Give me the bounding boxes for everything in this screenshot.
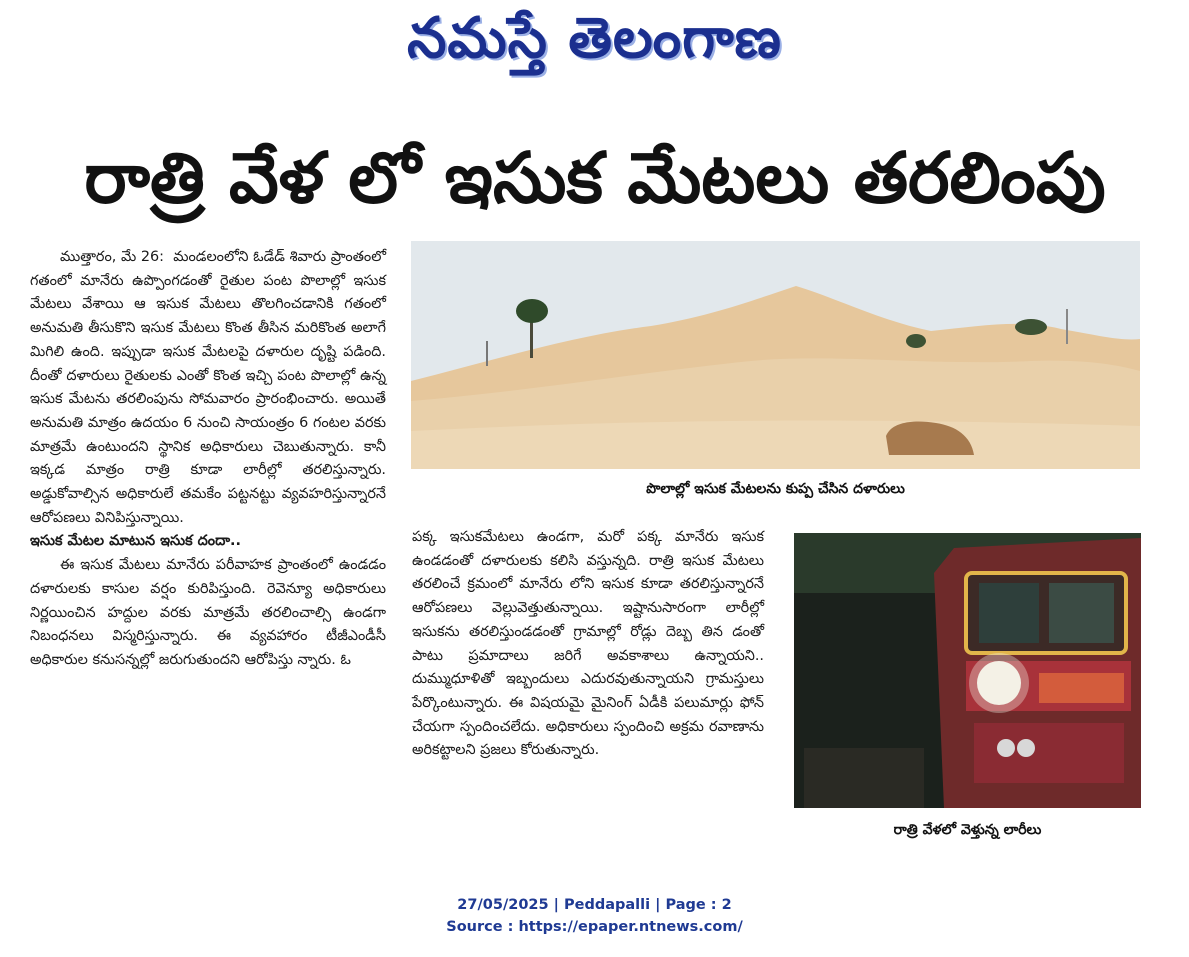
article-column-middle [412,526,764,861]
night-lorry-photo [794,533,1141,808]
lorry-photo-caption: రాత్రి వేళలో వెళ్తున్న లారీలు [893,822,1042,838]
masthead-logo: నమస్తే తెలంగాణ [407,6,782,71]
article-paragraph-2: ఈ ఇసుక మేటలు మానేరు పరీవాహక ప్రాంతంలో ఉండడం దళారులకు కాసుల వర్షం కురిపిస్తుంది. రెవెన్యూ అధికారులు నిర్ణయించిన హద్దుల వరకు మాత్రమే తరలించాల్సి ఉండగా నిబంధనలు విస్మరిస్తున్నారు. ఈ వ్యవహారం టీజీఎండీసీ అధికారుల కనుసన్నల్లో జరుగుతుందని ఆరోపిస్తు న్నారు. ఓ [30,557,386,668]
edition-info: 27/05/2025 | Peddapalli | Page : 2 [457,897,732,913]
paragraph-1-text: మండలంలోని ఓడేడ్ శివారు ప్రాంతంలో గతంలో మానేరు ఉప్పొంగడంతో రైతుల పంట పొలాల్లో ఇసుక మేటలు వేశాయి ఆ ఇసుక మేటలు తొలగించడానికి గతంలో అనుమతి తీసుకొని ఇసుక మేటలు కొంత తీసిన మరికొంత అలాగే మిగిలి ఉంది. ఇప్పుడా ఇసుక మేటలపై దళారుల దృష్టి పడింది. దీంతో దళారులు రైతులకు ఎంతో కొంత ఇచ్చి పంట పొలాల్లో ఉన్న ఇసుక మేటను తరలింపును సోమవారం ప్రారంభించారు. అయితే అనుమతి మాత్రం ఉదయం 6 నుంచి సాయంత్రం 6 గంటల వరకు మాత్రమే ఉంటుందని స్థానిక అధికారులు చెబుతున్నారు. కానీ ఇక్కడ మాత్రం రాత్రి కూడా లారీల్లో తరలిస్తున్నారు. అడ్డుకోవాల్సిన అధికారులే తమకేం పట్టనట్టు వ్యవహరిస్తున్నారనే ఆరోపణలు వినిపిస్తున్నాయి. [30,249,387,526]
sand-photo-caption: పొలాల్లో ఇసుక మేటలను కుప్ప చేసిన దళారులు [646,481,905,497]
article-paragraph-3: పక్క ఇసుకమేటలు ఉండగా, మరో పక్క మానేరు ఇసుక ఉండడంతో దళారులకు కలిసి వస్తున్నది. రాత్రి ఇసుక మేటలు తరలించే క్రమంలో మానేరు లోని ఇసుక కూడా తరలిస్తున్నారనే ఆరోపణలు వెల్లువెత్తుతున్నాయి. ఇష్టానుసారంగా లారీల్లో ఇసుకను తరలిస్తుండడంతో గ్రామాల్లో రోడ్లు దెబ్బ తిన డంతో పాటు ప్రమాదాలు జరిగే అవకాశాలు ఉన్నాయని.. దుమ్ముధూళితో ఇబ్బందులు ఎదురవుతున్నాయని గ్రామస్తులు పేర్కొంటున్నారు. ఈ విషయమై మైనింగ్ ఏడీకి పలుమార్లు ఫోన్ చేయగా స్పందించలేదు. అధికారులు స్పందించి అక్రమ రవాణాను అరికట్టాలని ప్రజలు కోరుతున్నారు. [412,529,764,759]
masthead [0,2,1189,82]
sand-dunes-photo [411,241,1140,469]
source-link[interactable]: Source : https://epaper.ntnews.com/ [446,919,743,935]
lorry-illustration [794,533,1141,808]
article-paragraph-1 [30,246,386,530]
article-headline: రాత్రి వేళ లో ఇసుక మేటలు తరలింపు [84,137,1106,219]
dateline: ముత్తారం, మే 26: [60,249,164,265]
article-subheading: ఇసుక మేటల మాటున ఇసుక దందా.. [30,533,241,550]
sand-dunes-illustration [411,241,1140,469]
article-column-left [30,246,386,866]
